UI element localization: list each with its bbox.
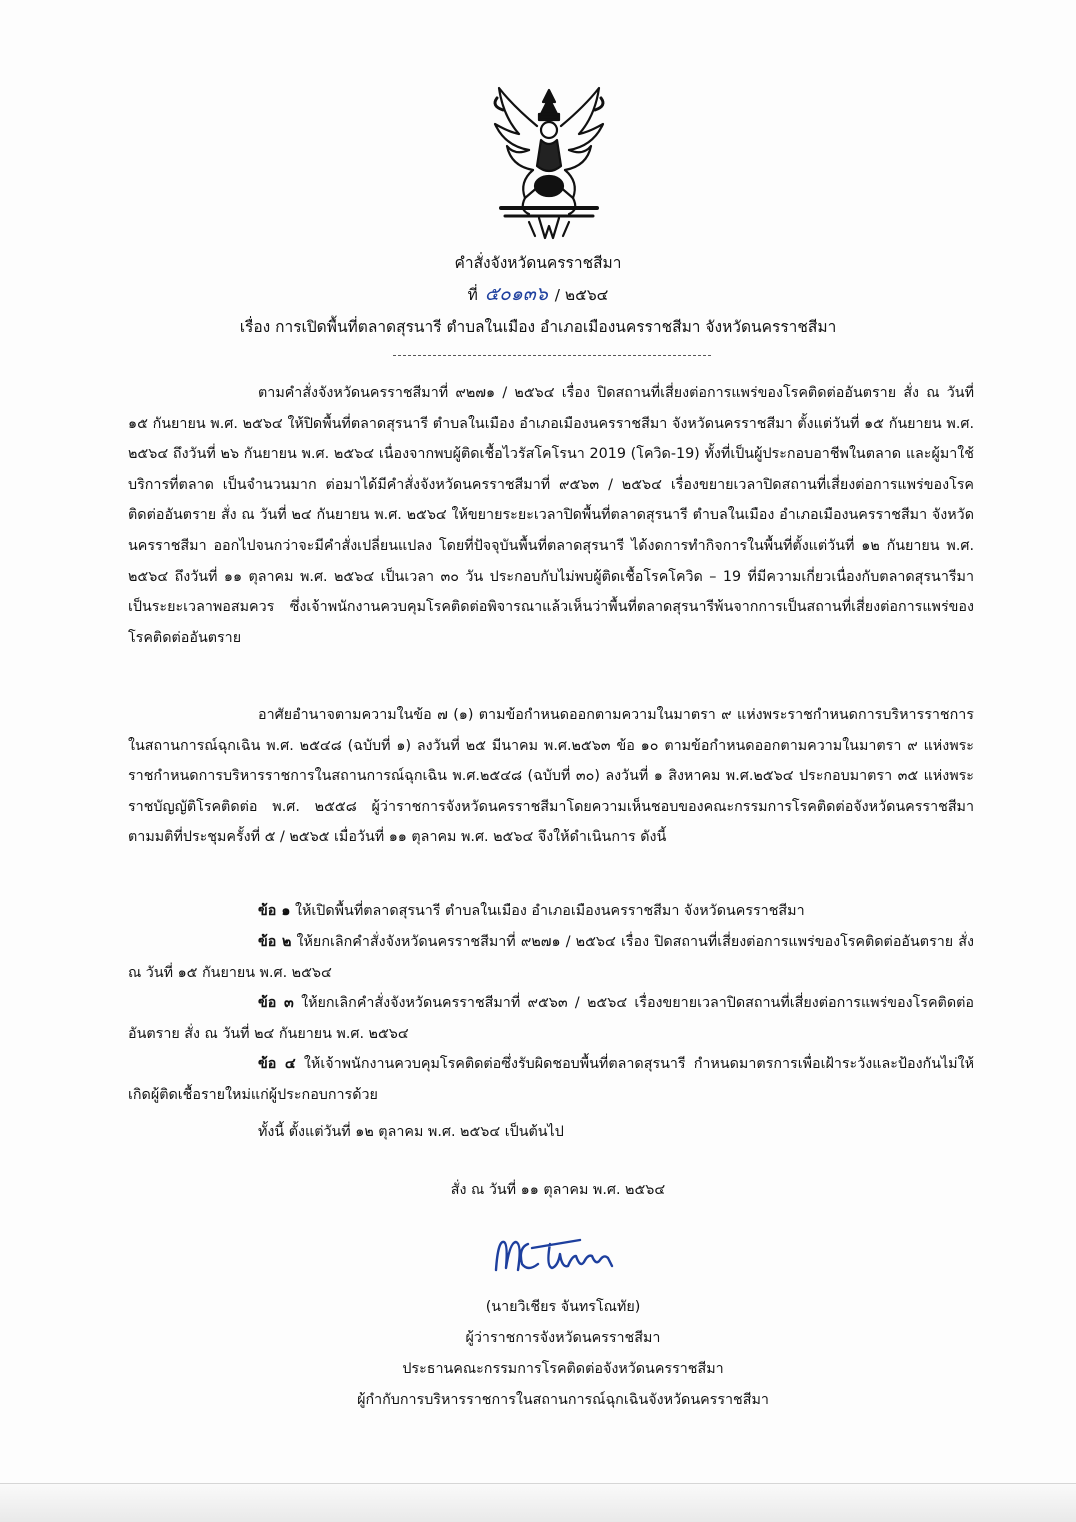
- clause-number: ข้อ ๔: [258, 1056, 296, 1072]
- clause-text: ให้ยกเลิกคำสั่งจังหวัดนครราชสีมาที่ ๙๕๖๓ / ๒๕๖๔ เรื่องขยายเวลาปิดสถานที่เสี่ยงต่อการแพร่ของโรคติดต่ออันตราย สั่ง ณ วันที่ ๒๔ กันยายน พ.ศ. ๒๕๖๔: [128, 995, 974, 1042]
- clause-number: ข้อ ๑: [258, 903, 291, 919]
- signatory-name: (นายวิเชียร จันทรโณทัย): [485, 1299, 641, 1315]
- body-paragraph-1: ตามคำสั่งจังหวัดนครราชสีมาที่ ๙๒๗๑ / ๒๕๖๔ เรื่อง ปิดสถานที่เสี่ยงต่อการแพร่ของโรคติดต่ออันตราย สั่ง ณ วันที่ ๑๕ กันยายน พ.ศ. ๒๕๖๔ ให้ปิดพื้นที่ตลาดสุรนารี ตำบลในเมือง อำเภอเมืองนครราชสีมา จังหวัดนครราชสีมา ตั้งแต่วันที่ ๑๕ กันยายน พ.ศ. ๒๕๖๔ ถึงวันที่ ๒๖ กันยายน พ.ศ. ๒๕๖๔ เนื่องจากพบผู้ติดเชื้อไวรัสโคโรนา 2019 (โควิด-19) ทั้งที่เป็นผู้ประกอบอาชีพในตลาด และผู้มาใช้บริการที่ตลาด เป็นจำนวนมาก ต่อมาได้มีคำสั่งจังหวัดนครราชสีมาที่ ๙๕๖๓ / ๒๕๖๔ เรื่องขยายเวลาปิดสถานที่เสี่ยงต่อการแพร่ของโรคติดต่ออันตราย สั่ง ณ วันที่ ๒๔ กันยายน พ.ศ. ๒๕๖๔ ให้ขยายระยะเวลาปิดพื้นที่ตลาดสุรนารี ตำบลในเมือง อำเภอเมืองนครราชสีมา จังหวัดนครราชสีมา ออกไปจนกว่าจะมีคำสั่งเปลี่ยนแปลง โดยที่ปัจจุบันพื้นที่ตลาดสุรนารี ได้งดการทำกิจการในพื้นที่ตั้งแต่วันที่ ๑๒ กันยายน พ.ศ. ๒๕๖๔ ถึงวันที่ ๑๑ ตุลาคม พ.ศ. ๒๕๖๔ เป็นเวลา ๓๐ วัน ประกอบกับไม่พบผู้ติดเชื้อโรคโควิด – 19 ที่มีความเกี่ยวเนื่องกับตลาดสุรนารีมาเป็นระยะเวลาพอสมควร ซึ่งเจ้าพนักงานควบคุมโรคติดต่อพิจารณาแล้วเห็นว่าพื้นที่ตลาดสุรนารีพ้นจากการเป็นสถานที่เสี่ยงต่อการแพร่ของโรคติดต่ออันตราย: [128, 385, 974, 646]
- signatory-block: [0, 1292, 1076, 1416]
- signatory-position-3: ผู้กำกับการบริหารราชการในสถานการณ์ฉุกเฉินจังหวัดนครราชสีมา: [357, 1392, 769, 1408]
- order-subject: เรื่อง การเปิดพื้นที่ตลาดสุรนารี ตำบลในเมือง อำเภอเมืองนครราชสีมา จังหวัดนครราชสีมา: [239, 318, 837, 336]
- garuda-emblem-icon: [488, 86, 610, 246]
- order-number-suffix: / ๒๕๖๔: [554, 286, 609, 304]
- order-title: คำสั่งจังหวัดนครราชสีมา: [454, 254, 622, 272]
- header-divider: [393, 355, 711, 356]
- clause-number: ข้อ ๒: [258, 934, 292, 950]
- effective-date: ทั้งนี้ ตั้งแต่วันที่ ๑๒ ตุลาคม พ.ศ. ๒๕๖๔ เป็นต้นไป: [258, 1124, 564, 1140]
- scan-bottom-edge: [0, 1483, 1076, 1522]
- clause-text: ให้ยกเลิกคำสั่งจังหวัดนครราชสีมาที่ ๙๒๗๑ / ๒๕๖๔ เรื่อง ปิดสถานที่เสี่ยงต่อการแพร่ของโรคติดต่ออันตราย สั่ง ณ วันที่ ๑๕ กันยายน พ.ศ. ๒๕๖๔: [128, 934, 975, 981]
- clause-number: ข้อ ๓: [258, 995, 294, 1011]
- clause-2: [128, 927, 974, 989]
- signature-icon: [488, 1230, 618, 1278]
- body-paragraph-2: อาศัยอำนาจตามความในข้อ ๗ (๑) ตามข้อกำหนดออกตามความในมาตรา ๙ แห่งพระราชกำหนดการบริหารราชการในสถานการณ์ฉุกเฉิน พ.ศ. ๒๕๔๘ (ฉบับที่ ๑) ลงวันที่ ๒๕ มีนาคม พ.ศ.๒๕๖๓ ข้อ ๑๐ ตามข้อกำหนดออกตามความในมาตรา ๙ แห่งพระราชกำหนดการบริหารราชการในสถานการณ์ฉุกเฉิน พ.ศ.๒๕๔๘ (ฉบับที่ ๓๐) ลงวันที่ ๑ สิงหาคม พ.ศ.๒๕๖๔ ประกอบมาตรา ๓๕ แห่งพระราชบัญญัติโรคติดต่อ พ.ศ. ๒๕๕๘ ผู้ว่าราชการจังหวัดนครราชสีมาโดยความเห็นชอบของคณะกรรมการโรคติดต่อจังหวัดนครราชสีมา ตามมติที่ประชุมครั้งที่ ๕ / ๒๕๖๕ เมื่อวันที่ ๑๑ ตุลาคม พ.ศ. ๒๕๖๔ จึงให้ดำเนินการ ดังนี้: [128, 707, 974, 846]
- clause-1: [128, 896, 974, 927]
- signatory-position-1: ผู้ว่าราชการจังหวัดนครราชสีมา: [465, 1330, 661, 1346]
- order-number-prefix: ที่: [467, 286, 478, 304]
- clause-3: [128, 988, 974, 1050]
- signatory-position-2: ประธานคณะกรรมการโรคติดต่อจังหวัดนครราชสีมา: [402, 1361, 724, 1377]
- clause-4: [128, 1049, 974, 1111]
- clause-text: ให้เปิดพื้นที่ตลาดสุรนารี ตำบลในเมือง อำเภอเมืองนครราชสีมา จังหวัดนครราชสีมา: [294, 903, 805, 919]
- clause-text: ให้เจ้าพนักงานควบคุมโรคติดต่อซึ่งรับผิดชอบพื้นที่ตลาดสุรนารี กำหนดมาตรการเพื่อเฝ้าระวังและป้องกันไม่ให้เกิดผู้ติดเชื้อรายใหม่แก่ผู้ประกอบการด้วย: [128, 1056, 974, 1103]
- order-number-line: [0, 283, 1076, 306]
- order-number-handwritten: ๕๐๑๓๖: [484, 283, 548, 305]
- given-date: สั่ง ณ วันที่ ๑๑ ตุลาคม พ.ศ. ๒๕๖๔: [450, 1182, 666, 1198]
